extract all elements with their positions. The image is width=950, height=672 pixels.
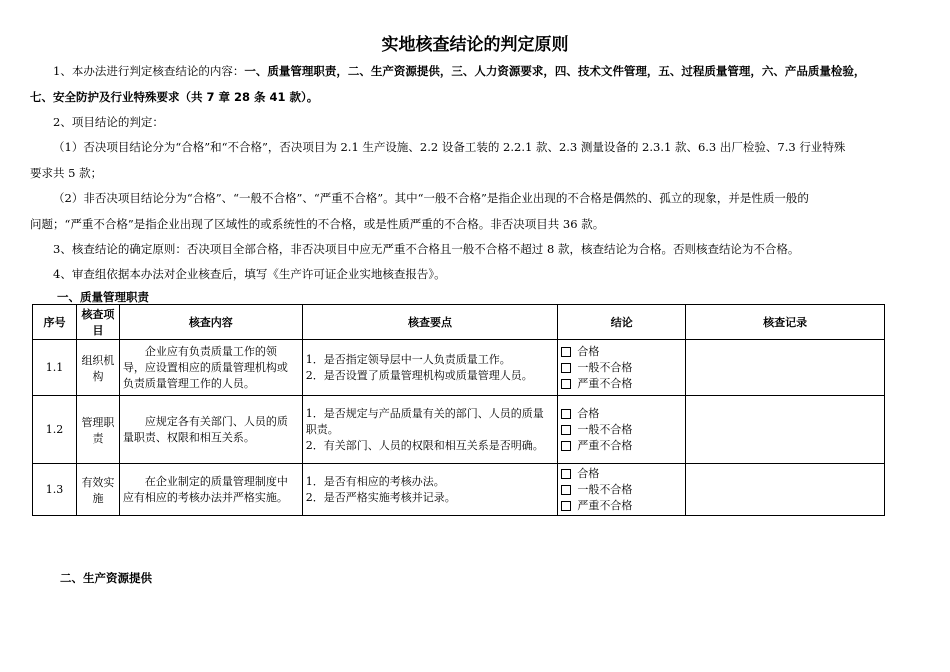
checkbox-icon[interactable] — [561, 347, 571, 357]
row-record[interactable] — [686, 396, 885, 464]
point: 2．有关部门、人员的权限和相互关系是否明确。 — [305, 438, 544, 452]
checkbox-icon[interactable] — [561, 425, 571, 435]
intro-paragraph-4: （2）非否决项目结论分为“合格”、“一般不合格”、“严重不合格”。其中“一般不合格”是指企业出现的不合格是偶然的、孤立的现象，并是性质一般的 — [53, 191, 809, 205]
header-item: 核查项目 — [76, 305, 119, 340]
row-record[interactable] — [686, 340, 885, 396]
point: 1．是否指定领导层中一人负责质量工作。 — [305, 352, 511, 366]
row-points — [302, 464, 558, 516]
table-header-row — [33, 305, 885, 340]
checkbox-icon[interactable] — [561, 441, 571, 451]
row-record[interactable] — [686, 464, 885, 516]
row-content: 企业应有负责质量工作的领导，应设置相应的质量管理机构或负责质量管理工作的人员。 — [119, 340, 302, 396]
row-result — [558, 396, 686, 464]
intro-paragraph-3: （1）否决项目结论分为“合格”和“不合格”，否决项目为 2.1 生产设施、2.2 设备工装的 2.2.1 款、2.3 测量设备的 2.3.1 款、6.3 出厂检验、7.3 行业特殊 — [53, 140, 846, 154]
row-content: 应规定各有关部门、人员的质量职责、权限和相互关系。 — [119, 396, 302, 464]
row-no: 1.2 — [33, 396, 77, 464]
option-pass[interactable]: 合格 — [561, 344, 682, 360]
header-result: 结论 — [558, 305, 686, 340]
intro-paragraph-3-cont: 要求共 5 款； — [30, 166, 103, 180]
checkbox-icon[interactable] — [561, 379, 571, 389]
option-minor[interactable]: 一般不合格 — [561, 422, 682, 438]
option-major[interactable]: 严重不合格 — [561, 376, 682, 392]
row-points — [302, 340, 558, 396]
table-row — [33, 464, 885, 516]
intro-paragraph-2: 2、项目结论的判定： — [53, 115, 164, 129]
point: 2．是否设置了质量管理机构或质量管理人员。 — [305, 368, 533, 382]
row-no: 1.3 — [33, 464, 77, 516]
option-major[interactable]: 严重不合格 — [561, 438, 682, 454]
inspection-table — [32, 304, 885, 516]
option-minor[interactable]: 一般不合格 — [561, 482, 682, 498]
intro-p1-bold: 一、质量管理职责，二、生产资源提供，三、人力资源要求，四、技术文件管理，五、过程质量管理，六、产品质量检验， — [244, 64, 866, 78]
header-record: 核查记录 — [686, 305, 885, 340]
row-result — [558, 340, 686, 396]
intro-p1-lead: 1、本办法进行判定核查结论的内容： — [53, 64, 245, 78]
row-points — [302, 396, 558, 464]
header-points: 核查要点 — [302, 305, 558, 340]
point: 2．是否严格实施考核并记录。 — [305, 490, 456, 504]
table-row — [33, 340, 885, 396]
row-content: 在企业制定的质量管理制度中应有相应的考核办法并严格实施。 — [119, 464, 302, 516]
intro-paragraph-1 — [30, 58, 920, 84]
point: 1．是否有相应的考核办法。 — [305, 474, 445, 488]
row-item: 有效实施 — [76, 464, 119, 516]
checkbox-icon[interactable] — [561, 363, 571, 373]
intro-paragraph-4-cont: 问题；“严重不合格”是指企业出现了区域性的或系统性的不合格，或是性质严重的不合格。非否决项目共 36 款。 — [30, 217, 605, 231]
checkbox-icon[interactable] — [561, 469, 571, 479]
table-row — [33, 396, 885, 464]
point: 1．是否规定与产品质量有关的部门、人员的质量职责。 — [305, 406, 544, 436]
row-no: 1.1 — [33, 340, 77, 396]
option-major[interactable]: 严重不合格 — [561, 498, 682, 514]
intro-paragraph-1-cont: 七、安全防护及行业特殊要求（共 7 章 28 条 41 款）。 — [30, 90, 319, 104]
checkbox-icon[interactable] — [561, 485, 571, 495]
option-minor[interactable]: 一般不合格 — [561, 360, 682, 376]
header-no: 序号 — [33, 305, 77, 340]
row-item: 管理职责 — [76, 396, 119, 464]
intro-paragraph-6: 4、审查组依据本办法对企业核查后，填写《生产许可证企业实地核查报告》。 — [53, 267, 446, 281]
checkbox-icon[interactable] — [561, 501, 571, 511]
section-heading-1: 一、质量管理职责 — [57, 290, 149, 304]
option-pass[interactable]: 合格 — [561, 466, 682, 482]
row-item: 组织机构 — [76, 340, 119, 396]
intro-paragraph-5: 3、核查结论的确定原则：否决项目全部合格，非否决项目中应无严重不合格且一般不合格不超过 8 款，核查结论为合格。否则核查结论为不合格。 — [53, 242, 800, 256]
option-pass[interactable]: 合格 — [561, 406, 682, 422]
header-content: 核查内容 — [119, 305, 302, 340]
row-result — [558, 464, 686, 516]
section-heading-2: 二、生产资源提供 — [60, 571, 152, 585]
page-title: 实地核查结论的判定原则 — [381, 35, 569, 55]
checkbox-icon[interactable] — [561, 409, 571, 419]
